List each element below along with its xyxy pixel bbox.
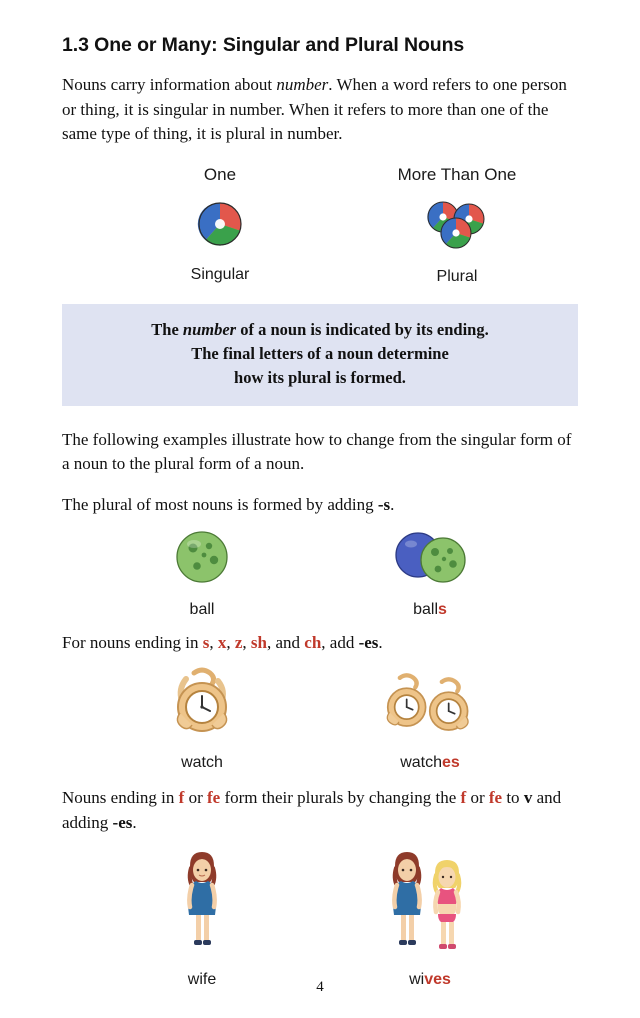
rule-3-mid2: to	[502, 788, 524, 808]
woman-blue-dress-icon	[175, 846, 229, 961]
example-ball-plural-label	[413, 601, 447, 619]
rule-1-before: The plural of most nouns is formed by adding	[62, 494, 378, 514]
pocket-watch-icon	[164, 665, 240, 744]
rule-2-letter-z: z	[234, 632, 243, 652]
intro-part2: . When a word refers to one person or thing, it is singular in number. When it refers to more than one of the same type of thing, it is plural in number.	[62, 75, 567, 144]
rule-3-mid: form their plurals by changing the	[220, 788, 461, 808]
comparison-singular	[120, 165, 320, 286]
rule-1-text	[62, 493, 578, 518]
example-watch-singular-label: watch	[181, 754, 223, 772]
callout-line-3: how its plural is formed.	[234, 367, 406, 387]
page-number: 4	[316, 979, 324, 995]
rule-3-or1: or	[184, 788, 207, 808]
rule-3-marker: -es	[112, 812, 133, 832]
callout-line-1	[72, 318, 568, 342]
rule-3-after: .	[132, 812, 137, 832]
rule-3-or2: or	[466, 788, 489, 808]
comparison-plural-label: Plural	[436, 267, 478, 285]
callout-line1-suffix: of a noun is indicated by its ending.	[236, 319, 489, 339]
beach-ball-single-icon	[195, 199, 245, 254]
rule-3-f1: f	[178, 788, 185, 808]
rule-2-before: For nouns ending in	[62, 632, 203, 652]
comparison-singular-label: Singular	[190, 265, 250, 283]
example-wife-plural-stem: wi	[409, 970, 425, 988]
two-women-icon	[380, 846, 480, 961]
rule-3-fe2: fe	[488, 788, 503, 808]
callout-line1-prefix: The	[151, 319, 183, 339]
comparison-singular-heading: One	[203, 164, 237, 184]
intro-emphasis: number	[276, 75, 329, 94]
example-watch-plural	[330, 665, 530, 772]
rule-1-after: .	[390, 494, 395, 514]
rule-2-letter-s: s	[202, 632, 210, 652]
rule-2-letter-sh: sh	[250, 632, 267, 652]
example-wife-singular	[112, 846, 292, 989]
rule-2-marker: -es	[358, 632, 379, 652]
following-examples-paragraph: The following examples illustrate how to change from the singular form of a noun to the plural form of a noun.	[62, 429, 572, 474]
two-balls-icon	[387, 528, 473, 591]
rule-3-fe1: fe	[206, 788, 221, 808]
rule-3-before: Nouns ending in	[62, 788, 179, 808]
example-ball-plural	[330, 528, 530, 619]
example-ball-singular-label: ball	[189, 600, 215, 618]
green-ball-icon	[173, 528, 231, 591]
singular-plural-comparison	[62, 165, 578, 286]
example-watch-plural-suffix: es	[442, 754, 460, 772]
page-title: 1.3 One or Many: Singular and Plural Nouns	[62, 34, 465, 56]
example-row-ball	[62, 528, 578, 619]
example-ball-plural-stem: ball	[413, 600, 438, 618]
example-watch-plural-stem: watch	[400, 754, 442, 772]
rule-2-mid: , add	[321, 632, 359, 652]
example-watch-plural-label	[400, 754, 460, 772]
intro-paragraph	[62, 73, 578, 147]
rule-3-mid3: and adding	[62, 788, 562, 832]
example-row-wife	[62, 846, 578, 989]
example-watch-singular	[112, 665, 292, 772]
rule-2-letter-x: x	[217, 632, 227, 652]
rule-3-f2: f	[460, 788, 467, 808]
rule-3-v: v	[523, 788, 533, 808]
rule-2-letter-ch: ch	[304, 632, 322, 652]
callout-line-2: The final letters of a noun determine	[191, 343, 449, 363]
comparison-plural-heading: More Than One	[397, 164, 517, 184]
rule-2-joiner: , and	[266, 632, 305, 652]
rule-1-marker: -s	[377, 494, 391, 514]
rule-2-text: For nouns ending in s, x, z, sh, and ch, add -es.	[62, 632, 383, 652]
intro-part1: Nouns carry information about	[62, 75, 277, 94]
example-wife-singular-label: wife	[187, 970, 217, 988]
example-ball-singular	[112, 528, 292, 619]
example-wife-plural	[330, 846, 530, 989]
rule-callout-box	[62, 304, 578, 406]
two-watches-icon	[374, 665, 486, 744]
example-wife-plural-suffix: ves	[424, 970, 451, 988]
callout-line1-emphasis: number	[182, 319, 237, 339]
comparison-plural	[342, 165, 572, 286]
rule-3-text	[62, 786, 578, 835]
example-ball-plural-suffix: s	[438, 600, 447, 618]
rule-2-after: .	[378, 632, 383, 652]
beach-ball-group-icon	[421, 199, 493, 256]
example-row-watch	[62, 665, 578, 772]
